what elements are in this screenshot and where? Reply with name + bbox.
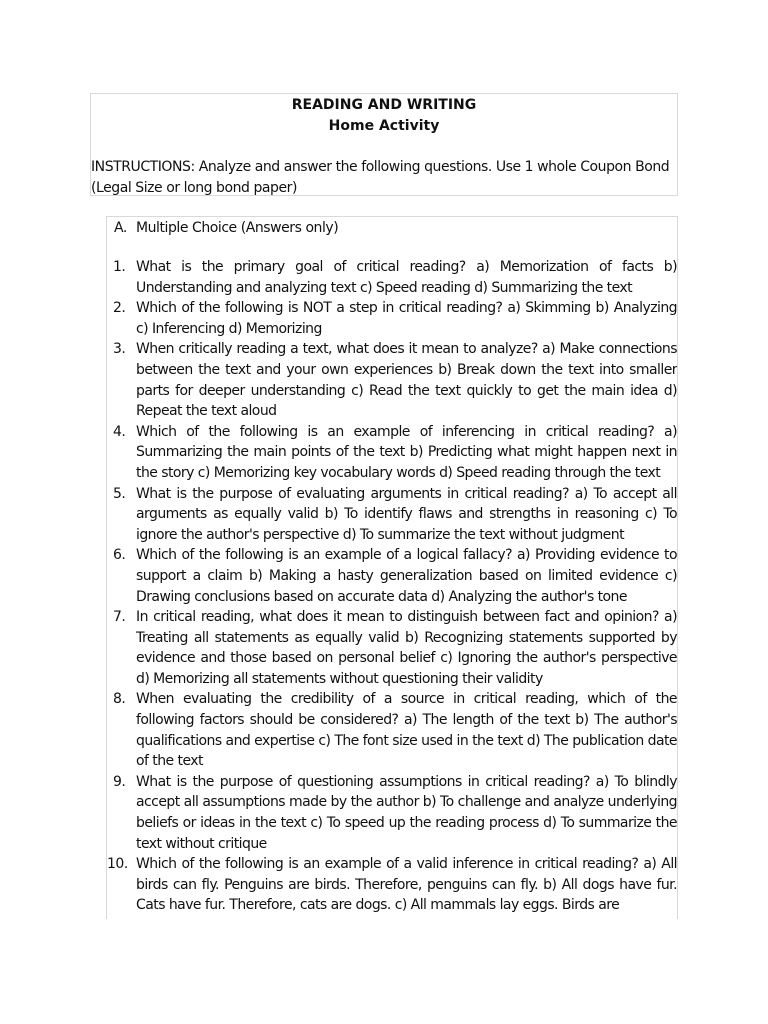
question-list	[107, 257, 677, 916]
question-item	[107, 339, 677, 421]
instructions-text: INSTRUCTIONS: Analyze and answer the following questions. Use 1 whole Coupon Bond (Legal Size or long bond paper)	[91, 159, 670, 196]
question-text: When critically reading a text, what does it mean to analyze? a) Make connections between the text and your own experiences b) Break down the text into smaller parts for deeper understanding c) Read the text quickly to get the main idea d) Repeat the text aloud	[136, 341, 677, 420]
question-text: Which of the following is NOT a step in critical reading? a) Skimming b) Analyzing c) Inferencing d) Memorizing	[136, 300, 677, 337]
question-text: In critical reading, what does it mean to distinguish between fact and opinion? a) Treating all statements as equally valid b) Recognizing statements supported by evidence and those based on personal belief c) Ignoring the author's perspective d) Memorizing all statements without questioning their validity	[136, 609, 677, 687]
question-text: Which of the following is an example of inferencing in critical reading? a) Summarizing the main points of the text b) Predicting what might happen next in the story c) Memorizing key vocabulary words d) Speed reading through the text	[136, 423, 677, 481]
section-marker: A.	[114, 220, 127, 236]
question-text: What is the primary goal of critical reading? a) Memorization of facts b) Understanding and analyzing text c) Speed reading d) Summarizing the text	[136, 259, 677, 296]
question-item	[107, 422, 677, 484]
question-item	[107, 298, 677, 339]
header-box	[90, 93, 678, 196]
question-text: What is the purpose of questioning assumptions in critical reading? a) To blindly accept all assumptions made by the author b) To challenge and analyze underlying beliefs or ideas in the text c) To speed up the reading process d) To summarize the text without critique	[136, 773, 677, 852]
question-item	[107, 689, 677, 771]
question-item	[107, 545, 677, 607]
question-number: 9.	[113, 773, 126, 790]
document-title: READING AND WRITING	[291, 97, 477, 113]
question-number: 7.	[113, 609, 126, 626]
question-item	[107, 257, 677, 298]
questions-box	[106, 216, 678, 919]
section-label: Multiple Choice (Answers only)	[136, 220, 339, 236]
question-text: What is the purpose of evaluating arguments in critical reading? a) To accept all arguments as equally valid b) To identify flaws and strengths in reasoning c) To ignore the author's perspective d) To summarize the text without judgment	[136, 485, 677, 543]
question-number: 8.	[113, 691, 126, 708]
question-item	[107, 772, 677, 854]
question-number: 1.	[113, 259, 126, 275]
question-text: Which of the following is an example of a valid inference in critical reading? a) All birds can fly. Penguins are birds. Therefore, penguins can fly. b) All dogs have fur. Cats have fur. Therefore, cats are dogs. c) All mammals lay eggs. Birds are	[136, 856, 677, 914]
question-number: 6.	[113, 547, 126, 564]
question-text: Which of the following is an example of a logical fallacy? a) Providing evidence to support a claim b) Making a hasty generalization based on limited evidence c) Drawing conclusions based on accurate data d) Analyzing the author's tone	[136, 547, 677, 605]
question-number: 2.	[113, 300, 126, 317]
question-number: 5.	[113, 485, 126, 502]
question-item	[107, 607, 677, 689]
question-number: 4.	[113, 423, 126, 440]
question-text: When evaluating the credibility of a source in critical reading, which of the following factors should be considered? a) The length of the text b) The author's qualifications and expertise c) The font size used in the text d) The publication date of the text	[136, 691, 677, 770]
question-item	[107, 484, 677, 546]
document-subtitle: Home Activity	[328, 118, 440, 134]
question-item	[107, 854, 677, 916]
question-number: 3.	[113, 341, 126, 358]
question-number: 10.	[107, 856, 128, 873]
